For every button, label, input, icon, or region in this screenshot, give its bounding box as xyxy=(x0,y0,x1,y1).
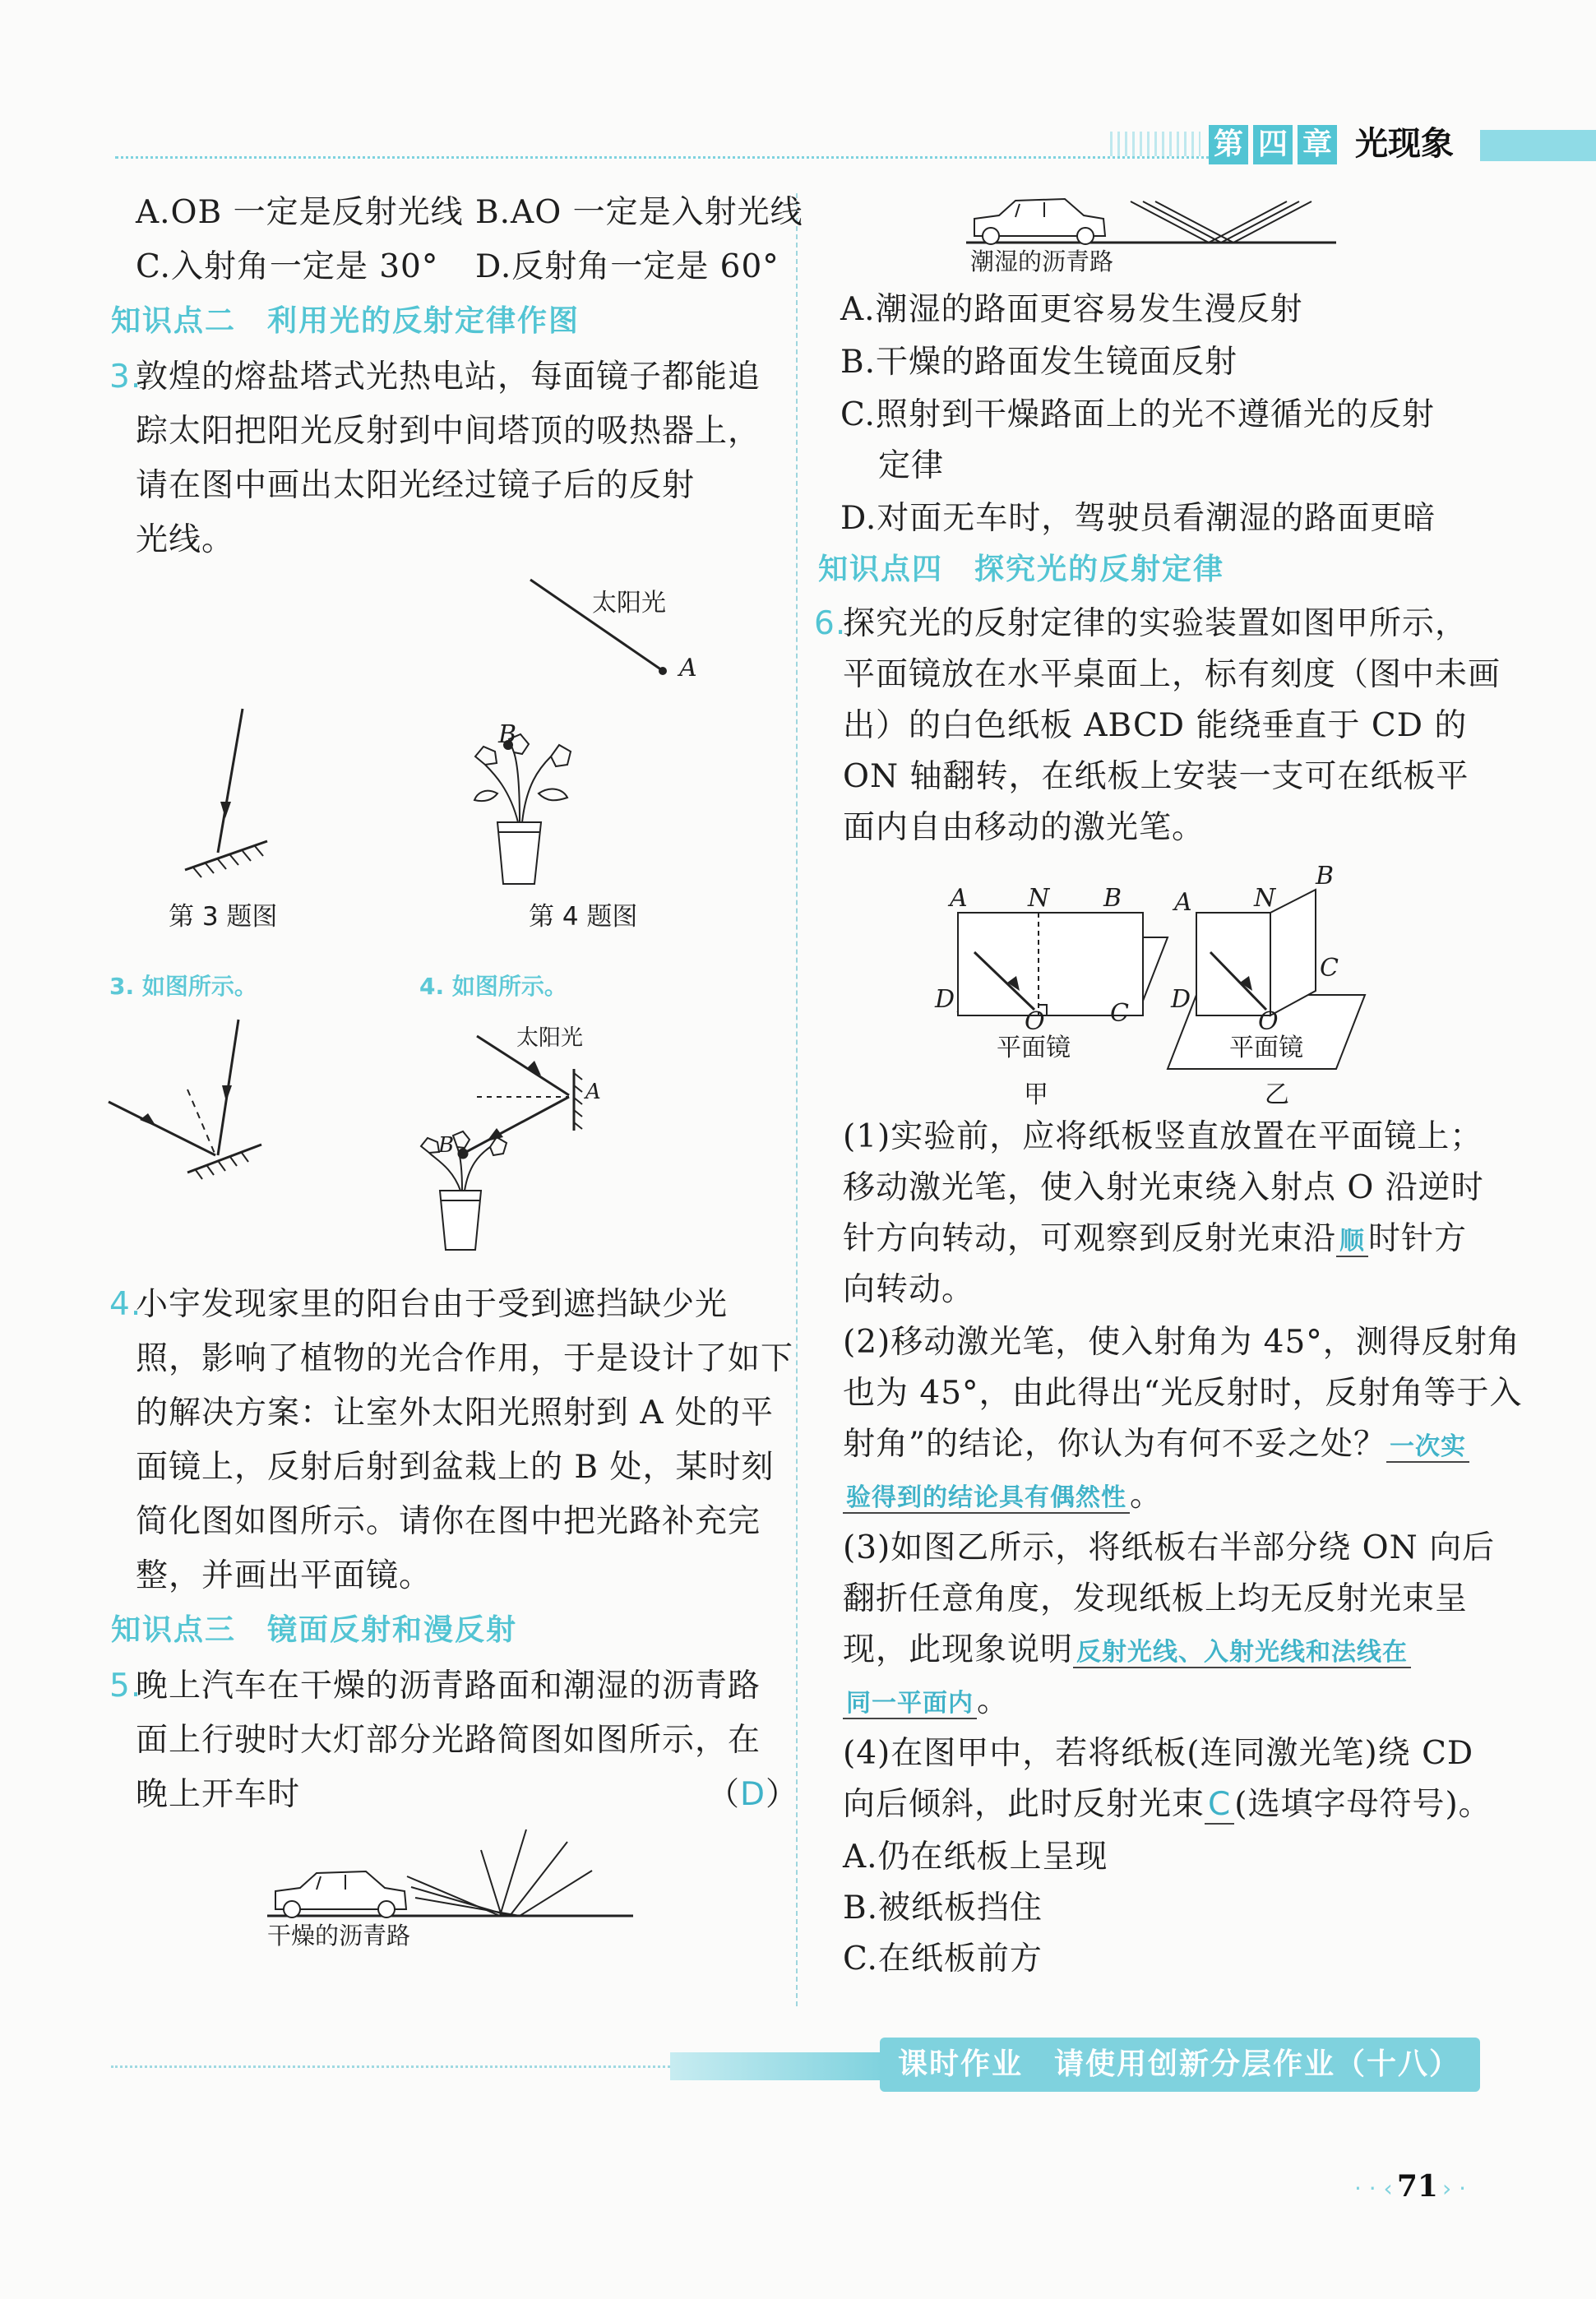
answer-fig4-a: A xyxy=(585,1080,601,1104)
footer-banner-text: 课时作业 请使用创新分层作业（十八） xyxy=(898,2047,1461,2081)
page-number: 71 xyxy=(1396,2169,1438,2204)
q5-option-c: C.照射到干燥路面上的光不遵循光的反射 xyxy=(840,396,1435,433)
fig6-jia-n: N xyxy=(1028,884,1050,913)
q6-p2-line-4 xyxy=(843,1470,1163,1524)
q6-p1-line-3-post: 时针方 xyxy=(1368,1220,1468,1257)
q5-option-c-cont: 定律 xyxy=(878,447,945,484)
knowledge-point-2: 知识点二 利用光的反射定律作图 xyxy=(111,304,581,338)
q6-p2-line-3-text: 射角”的结论，你认为有何不妥之处？ xyxy=(843,1426,1386,1463)
fig6-jia-c: C xyxy=(1110,999,1129,1028)
q4-number: 4. xyxy=(109,1286,142,1323)
answer-fig4-sunlight: 太阳光 xyxy=(516,1025,583,1051)
fig6-yi-n: N xyxy=(1254,884,1276,913)
footer-banner xyxy=(880,2038,1480,2092)
q6-p1-line-3-pre: 针方向转动，可观察到反射光束沿 xyxy=(843,1220,1337,1257)
q5-line-1: 晚上汽车在干燥的沥青路面和潮湿的沥青路 xyxy=(136,1668,761,1705)
chapter-char-3: 章 xyxy=(1298,125,1337,164)
q6-p4-line-2 xyxy=(843,1779,1492,1830)
knowledge-point-4: 知识点四 探究光的反射定律 xyxy=(818,553,1225,586)
q6-p2-end: 。 xyxy=(1130,1477,1163,1514)
q2-option-a: A.OB 一定是反射光线 xyxy=(136,194,464,231)
q6-p4-answer: C xyxy=(1205,1786,1234,1825)
fig6-jia-mirror-label: 平面镜 xyxy=(997,1034,1071,1062)
chapter-title: 光现象 xyxy=(1355,125,1454,163)
q4-line-5: 简化图如图所示。请你在图中把光路补充完 xyxy=(136,1503,761,1540)
page-number-dots-left: · · ‹ xyxy=(1353,2175,1393,2202)
q6-p4-option-a: A.仍在纸板上呈现 xyxy=(843,1839,1108,1876)
q3-number: 3. xyxy=(109,358,142,396)
q5-answer-close: ） xyxy=(766,1776,799,1813)
q6-line-1: 探究光的反射定律的实验装置如图甲所示， xyxy=(843,605,1469,642)
q5-option-d: D.对面无车时，驾驶员看潮湿的路面更暗 xyxy=(840,500,1436,537)
q3-line-4: 光线。 xyxy=(136,521,235,558)
q6-p2-answer-2: 验得到的结论具有偶然性 xyxy=(843,1483,1130,1514)
q4-line-1: 小宇发现家里的阳台由于受到遮挡缺少光 xyxy=(136,1286,729,1323)
q6-p2-line-3 xyxy=(843,1419,1469,1473)
wet-road-caption: 潮湿的沥青路 xyxy=(970,247,1114,275)
q5-answer-open: （ xyxy=(707,1776,741,1813)
fig6-jia-d: D xyxy=(935,985,955,1014)
q6-p3-line-4 xyxy=(843,1676,1010,1729)
q2-option-b: B.AO 一定是入射光线 xyxy=(475,194,803,231)
q4-line-4: 面镜上，反射后射到盆栽上的 B 处，某时刻 xyxy=(136,1449,775,1486)
footer-dotted-line xyxy=(111,2065,670,2068)
q6-p1-line-4: 向转动。 xyxy=(843,1271,975,1308)
page-number-badge xyxy=(1328,2169,1492,2210)
fig6-jia-o: O xyxy=(1025,1007,1045,1036)
q6-p1-line-3 xyxy=(843,1214,1467,1267)
q6-p2-answer-1: 一次实 xyxy=(1386,1432,1469,1463)
q6-p3-answer-1: 反射光线、入射光线和法线在 xyxy=(1073,1638,1411,1668)
q4-line-3: 的解决方案：让室外太阳光照射到 A 处的平 xyxy=(136,1395,774,1432)
q6-line-4: ON 轴翻转，在纸板上安装一支可在纸板平 xyxy=(843,758,1469,795)
q6-p4-line-1: (4)在图甲中，若将纸板(连同激光笔)绕 CD xyxy=(843,1735,1474,1772)
fig4-b-label: B xyxy=(498,720,517,749)
q6-number: 6. xyxy=(814,605,847,642)
q3-line-2: 踪太阳把阳光反射到中间塔顶的吸热器上， xyxy=(136,413,761,450)
answer-fig4-b: B xyxy=(438,1133,455,1158)
fig6-yi-caption: 乙 xyxy=(1265,1080,1289,1109)
q4-line-6: 整，并画出平面镜。 xyxy=(136,1557,433,1594)
q5-line-2: 面上行驶时大灯部分光路简图如图所示，在 xyxy=(136,1722,761,1759)
q6-p1-line-2: 移动激光笔，使入射光束绕入射点 O 沿逆时 xyxy=(843,1169,1484,1206)
chapter-char-1: 第 xyxy=(1209,125,1248,164)
q5-option-a: A.潮湿的路面更容易发生漫反射 xyxy=(840,291,1303,328)
fig3-caption: 第 3 题图 xyxy=(169,902,278,932)
q3-line-3: 请在图中画出太阳光经过镜子后的反射 xyxy=(136,467,696,504)
q6-line-2: 平面镜放在水平桌面上，标有刻度（图中未画 xyxy=(843,656,1501,693)
q2-option-d: D.反射角一定是 60° xyxy=(475,248,779,285)
fig4-caption: 第 4 题图 xyxy=(529,902,638,932)
q3-line-1: 敦煌的熔盐塔式光热电站，每面镜子都能追 xyxy=(136,358,761,396)
q6-p3-line-1: (3)如图乙所示，将纸板右半部分绕 ON 向后 xyxy=(843,1529,1496,1566)
q4-line-2: 照，影响了植物的光合作用，于是设计了如下 xyxy=(136,1340,794,1377)
q6-line-3: 出）的白色纸板 ABCD 能绕垂直于 CD 的 xyxy=(843,707,1468,744)
fig6-yi-o: O xyxy=(1258,1007,1279,1036)
fig6-yi-a: A xyxy=(1174,888,1192,917)
fig6-jia-b: B xyxy=(1103,884,1122,913)
fig6-yi-mirror-label: 平面镜 xyxy=(1229,1034,1303,1062)
fig4-a-label: A xyxy=(679,654,697,682)
footer-bar-left xyxy=(670,2052,884,2080)
q6-p4-line-2-pre: 向后倾斜，此时反射光束 xyxy=(843,1786,1205,1823)
fig6-yi-d: D xyxy=(1171,985,1191,1014)
dry-road-caption: 干燥的沥青路 xyxy=(267,1922,411,1950)
answer-4-label: 4. 如图所示。 xyxy=(419,973,567,1000)
answer-3-label: 3. 如图所示。 xyxy=(109,973,257,1000)
q6-p3-line-3 xyxy=(843,1625,1411,1678)
q6-p1-answer: 顺 xyxy=(1336,1227,1368,1257)
fig4-sunlight-label: 太阳光 xyxy=(592,589,666,618)
q6-p1-line-1: (1)实验前，应将纸板竖直放置在平面镜上； xyxy=(843,1118,1483,1155)
page-number-dots-right: › · xyxy=(1442,2175,1467,2202)
fig6-yi-left-board xyxy=(1196,913,1270,1015)
q6-p4-option-b: B.被纸板挡住 xyxy=(843,1890,1043,1927)
q2-option-c: C.入射角一定是 30° xyxy=(136,248,439,285)
q6-p2-line-1: (2)移动激光笔，使入射角为 45°，测得反射角 xyxy=(843,1324,1520,1361)
fig6-yi-c: C xyxy=(1320,954,1339,983)
q6-line-5: 面内自由移动的激光笔。 xyxy=(843,809,1205,846)
q6-p4-option-c: C.在纸板前方 xyxy=(843,1941,1043,1978)
q6-p3-answer-2: 同一平面内 xyxy=(843,1689,977,1719)
q6-p4-line-2-post: (选填字母符号)。 xyxy=(1234,1786,1492,1823)
fig6-yi-b: B xyxy=(1316,862,1335,890)
q6-p3-end: 。 xyxy=(977,1682,1011,1719)
q6-p3-line-2: 翻折任意角度，发现纸板上均无反射光束呈 xyxy=(843,1580,1469,1617)
fig6-jia-caption: 甲 xyxy=(1024,1080,1048,1109)
chapter-char-2: 四 xyxy=(1253,125,1293,164)
q5-option-b: B.干燥的路面发生镜面反射 xyxy=(840,344,1238,381)
q5-number: 5. xyxy=(109,1668,142,1705)
q5-line-3: 晚上开车时 xyxy=(136,1776,301,1813)
q6-p3-line-3-text: 现，此现象说明 xyxy=(843,1631,1074,1668)
q5-answer: D xyxy=(740,1776,766,1813)
knowledge-point-3: 知识点三 镜面反射和漫反射 xyxy=(111,1613,518,1647)
q6-p2-line-2: 也为 45°，由此得出“光反射时，反射角等于入 xyxy=(843,1375,1523,1412)
fig6-jia-a: A xyxy=(950,884,968,913)
